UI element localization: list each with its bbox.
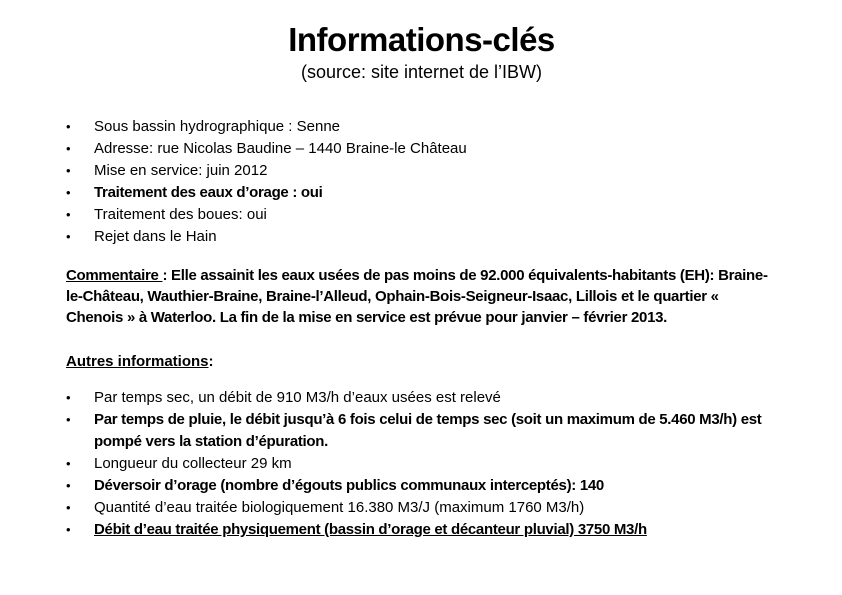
bullet-icon: •	[66, 207, 71, 222]
bullet-icon: •	[66, 500, 71, 515]
list-item	[66, 182, 777, 204]
list-item-text: Par temps de pluie, le débit jusqu’à 6 fois celui de temps sec (soit un maximum de 5.460 M3/h) est pompé vers la station d’épuration.	[94, 411, 762, 450]
list-item-text: Rejet dans le Hain	[94, 228, 217, 245]
list-item	[66, 116, 777, 138]
facts-list	[66, 116, 777, 248]
comment-text: Elle assainit les eaux usées de pas moins de 92.000 équivalents-habitants (EH): Braine-le-Château, Wauthier-Braine, Braine-l’Alleud, Ophain-Bois-Seigneur-Isaac, Lillois et le quartier « Chenois » à Waterloo. La fin de la mise en service est prévue pour janvier – février 2013.	[66, 267, 768, 326]
page-subtitle: (source: site internet de l’IBW)	[300, 62, 543, 82]
list-item	[66, 497, 777, 519]
bullet-icon: •	[66, 119, 71, 134]
list-item-text: Adresse: rue Nicolas Baudine – 1440 Braine-le Château	[94, 140, 467, 157]
bullet-icon: •	[66, 478, 71, 493]
list-item-text: Traitement des boues: oui	[94, 206, 267, 223]
comment-label: Commentaire	[66, 267, 163, 284]
list-item-text: Mise en service: juin 2012	[94, 162, 268, 179]
list-item-text: Par temps sec, un débit de 910 M3/h d’eaux usées est relevé	[94, 389, 501, 406]
other-info-label: Autres informations	[66, 353, 209, 370]
list-item-text: Déversoir d’orage (nombre d’égouts publics communaux interceptés): 140	[94, 477, 604, 494]
list-item-text: Longueur du collecteur 29 km	[94, 455, 292, 472]
list-item	[66, 519, 777, 541]
bullet-icon: •	[66, 141, 71, 156]
bullet-icon: •	[66, 412, 71, 427]
bullet-icon: •	[66, 185, 71, 200]
list-item-text: Débit d’eau traitée physiquement (bassin d’orage et décanteur pluvial) 3750 M3/h	[94, 521, 647, 538]
other-info-separator: :	[208, 353, 214, 370]
list-item-text: Sous bassin hydrographique : Senne	[94, 118, 341, 135]
list-item-text: Quantité d’eau traitée biologiquement 16.380 M3/J (maximum 1760 M3/h)	[94, 499, 585, 516]
list-item	[66, 475, 777, 497]
list-item	[66, 226, 777, 248]
list-item	[66, 160, 777, 182]
comment-paragraph	[66, 265, 777, 328]
comment-separator: :	[162, 267, 172, 284]
bullet-icon: •	[66, 456, 71, 471]
other-info-heading	[66, 351, 777, 372]
list-item	[66, 409, 777, 453]
list-item	[66, 204, 777, 226]
page-title: Informations-clés	[288, 21, 555, 58]
other-info-list	[66, 387, 777, 541]
bullet-icon: •	[66, 522, 71, 537]
list-item	[66, 138, 777, 160]
bullet-icon: •	[66, 229, 71, 244]
list-item-text: Traitement des eaux d’orage : oui	[94, 184, 323, 201]
list-item	[66, 453, 777, 475]
bullet-icon: •	[66, 390, 71, 405]
list-item	[66, 387, 777, 409]
bullet-icon: •	[66, 163, 71, 178]
